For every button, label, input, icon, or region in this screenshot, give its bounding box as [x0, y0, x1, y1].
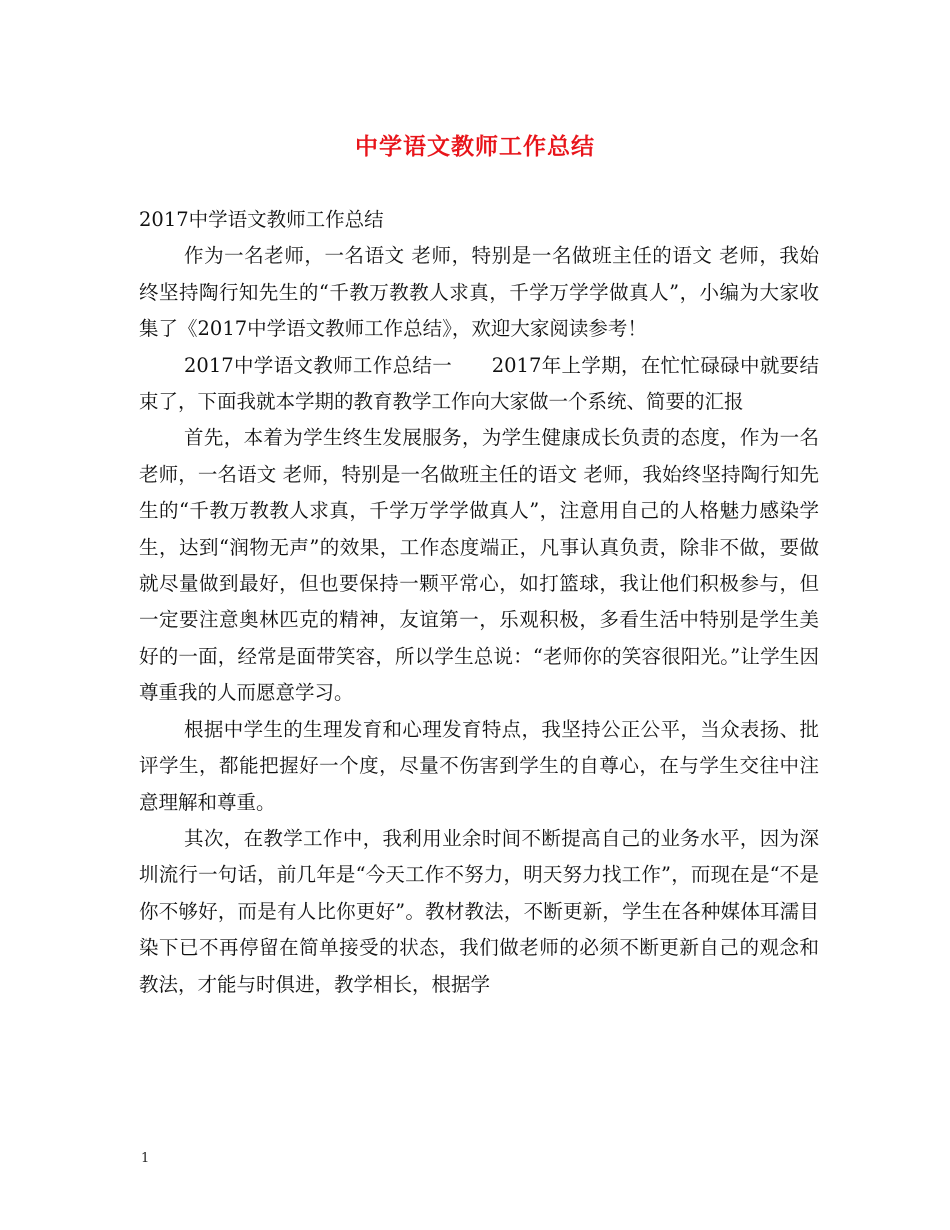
paragraph-second-point: 其次，在教学工作中，我利用业余时间不断提高自己的业务水平，因为深圳流行一句话，前几年是“今天工作不努力，明天努力找工作”，而现在是“不是你不够好，而是有人比你更好”。教材教法，不断更新，学生在各种媒体耳濡目染下已不再停留在简单接受的状态，我们做老师的必须不断更新自己的观念和教法，才能与时俱进，教学相长，根据学 — [139, 826, 819, 996]
document-body — [139, 202, 819, 1003]
paragraph-summary-one: 2017中学语文教师工作总结一 2017年上学期，在忙忙碌碌中就要结束了，下面我就本学期的教育教学工作向大家做一个系统、简要的汇报 — [139, 353, 819, 414]
paragraph-student-respect: 根据中学生的生理发育和心理发育特点，我坚持公正公平，当众表扬、批评学生，都能把握好一个度，尽量不伤害到学生的自尊心，在与学生交往中注意理解和尊重。 — [139, 717, 819, 814]
document-title: 中学语文教师工作总结 — [355, 133, 595, 160]
document-subtitle: 2017中学语文教师工作总结 — [139, 208, 384, 231]
paragraph-first-point: 首先，本着为学生终生发展服务，为学生健康成长负责的态度，作为一名老师，一名语文 老师，特别是一名做班主任的语文 老师，我始终坚持陶行知先生的“千教万教教人求真，千学万学学做真人”，注意用自己的人格魅力感染学生，达到“润物无声”的效果，工作态度端正，凡事认真负责，除非不做，要做就尽量做到最好，但也要保持一颗平常心，如打篮球，我让他们积极参与，但一定要注意奥林匹克的精神，友谊第一，乐观积极，多看生活中特别是学生美好的一面，经常是面带笑容，所以学生总说：“老师你的笑容很阳光。”让学生因尊重我的人而愿意学习。 — [139, 426, 819, 705]
paragraph-intro: 作为一名老师，一名语文 老师，特别是一名做班主任的语文 老师，我始终坚持陶行知先生的“千教万教教人求真，千学万学学做真人”，小编为大家收集了《2017中学语文教师工作总结》，欢迎大家阅读参考！ — [139, 244, 819, 341]
page-number: 1 — [141, 1151, 150, 1166]
